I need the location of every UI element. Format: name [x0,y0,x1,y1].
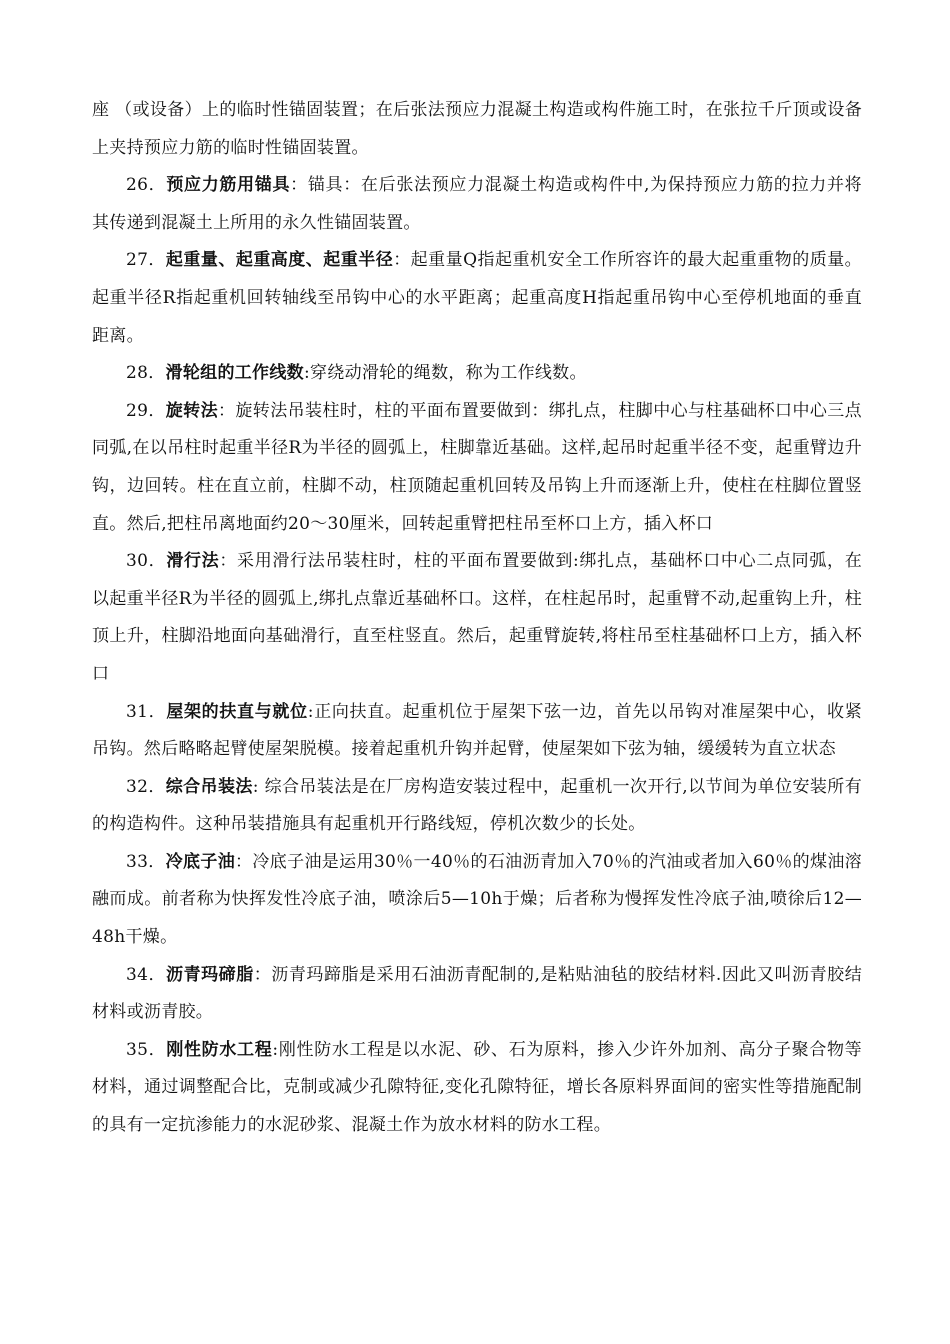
paragraph-body: ：起重量Q指起重机安全工作所容许的最大起重重物的质量。起重半径R指起重机回转轴线至吊钩中心的水平距离；起重高度H指起重吊钩中心至停机地面的垂直距离。 [92,250,862,346]
paragraph-item-29 [92,393,862,543]
document-page [92,92,862,1145]
item-term: 预应力筋用锚具 [166,175,291,196]
paragraph-body: 座 （或设备）上的临时性锚固装置；在后张法预应力混凝土构造或构件施工时，在张拉千斤顶或设备上夹持预应力筋的临时性锚固装置。 [92,100,862,158]
paragraph-item-33 [92,844,862,957]
paragraph-item-27 [92,242,862,355]
paragraph-item-30 [92,543,862,693]
paragraph-body: ：旋转法吊装柱时，柱的平面布置要做到：绑扎点，柱脚中心与柱基础杯口中心三点同弧,在以吊柱时起重半径R为半径的圆弧上，柱脚靠近基础。这样,起吊时起重半径不变，起重臂边升钩，边回转。柱在直立前，柱脚不动，柱顶随起重机回转及吊钩上升而逐渐上升，使柱在柱脚位置竖直。然后,把柱吊离地面约20～30厘米，回转起重臂把柱吊至杯口上方，插入杯口 [92,400,862,534]
item-number: 33． [126,851,166,872]
paragraph-body: ：沥青玛蹄脂是采用石油沥青配制的,是粘贴油毡的胶结材料.因此又叫沥青胶结材料或沥青胶。 [92,964,862,1023]
paragraph-item-31 [92,694,862,769]
item-number: 30． [126,551,167,572]
item-term: 旋转法 [165,400,218,421]
item-number: 29． [126,400,166,421]
paragraph-body: :穿绕动滑轮的绳数，称为工作线数。 [303,363,587,384]
item-number: 31． [126,701,167,722]
paragraph-continuation [92,92,862,167]
paragraph-body: ：锚具：在后张法预应力混凝土构造或构件中,为保持预应力筋的拉力并将其传递到混凝土上所用的永久性锚固装置。 [92,175,862,233]
item-term: 综合吊装法 [165,776,253,797]
item-term: 屋架的扶直与就位 [166,701,308,722]
paragraph-item-26 [92,167,862,242]
paragraph-item-34 [92,957,862,1032]
item-term: 冷底子油 [165,851,236,872]
item-number: 27． [126,250,166,271]
item-number: 32． [126,776,166,797]
paragraph-item-28 [92,355,862,393]
item-number: 34． [126,964,167,985]
paragraph-body: :刚性防水工程是以水泥、砂、石为原料，掺入少许外加剂、高分子聚合物等材料，通过调整配合比，克制或减少孔隙特征,变化孔隙特征，增长各原料界面间的密实性等措施配制的具有一定抗渗能力的水泥砂浆、混凝土作为放水材料的防水工程。 [92,1039,862,1136]
paragraph-body: :正向扶直。起重机位于屋架下弦一边，首先以吊钩对准屋架中心，收紧吊钩。然后略略起臂使屋架脱模。接着起重机升钩并起臂，使屋架如下弦为轴，缓缓转为直立状态 [92,701,862,760]
paragraph-body: ：采用滑行法吊装柱时，柱的平面布置要做到:绑扎点，基础杯口中心二点同弧，在以起重半径R为半径的圆弧上,绑扎点靠近基础杯口。这样，在柱起吊时，起重臂不动,起重钩上升，柱顶上升，柱脚沿地面向基础滑行，直至柱竖直。然后，起重臂旋转,将柱吊至柱基础杯口上方，插入杯口 [92,551,863,684]
item-term: 沥青玛碲脂 [166,964,254,985]
item-number: 26． [126,175,167,196]
paragraph-body: ：冷底子油是运用30％一40％的石油沥青加入70％的汽油或者加入60％的煤油溶融而成。前者称为快挥发性冷底子油，喷涂后5—10h于燥；后者称为慢挥发性冷底子油,喷徐后12—48h干燥。 [92,851,862,948]
item-term: 刚性防水工程 [166,1039,273,1060]
paragraph-item-35 [92,1032,862,1145]
paragraph-body: : 综合吊装法是在厂房构造安装过程中，起重机一次开行,以节间为单位安装所有的构造构件。这种吊装措施具有起重机开行路线短，停机次数少的长处。 [92,776,862,835]
item-term: 起重量、起重高度、起重半径 [165,250,394,271]
item-number: 28． [126,363,166,384]
item-term: 滑行法 [166,551,220,572]
paragraph-item-32 [92,769,862,844]
item-term: 滑轮组的工作线数 [165,363,304,384]
item-number: 35． [126,1039,167,1060]
